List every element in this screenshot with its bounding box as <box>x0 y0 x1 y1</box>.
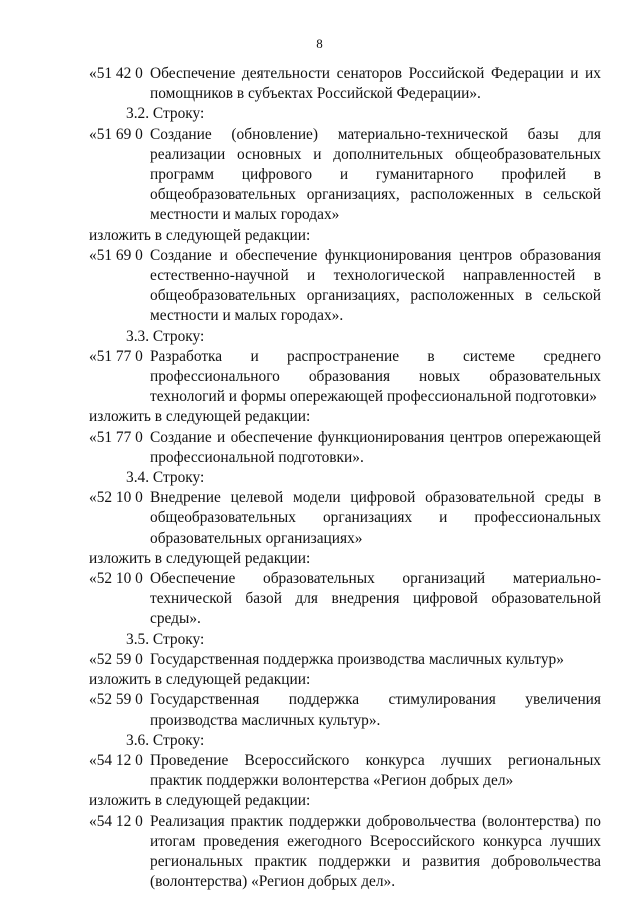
budget-code: «51 42 0 <box>89 65 143 82</box>
budget-code: «52 59 0 <box>89 650 143 668</box>
section-heading: 3.5. Строку: <box>126 630 205 648</box>
budget-code: «51 69 0 <box>89 246 143 264</box>
budget-code: «54 12 0 <box>89 812 143 830</box>
entry-text: Создание (обновление) материально-технической базы для реализации основных и дополнительных общеобразовательных программ цифрового и гуманитарного профилей в общеобразовательных организациях, расположенных в сельской местности и малых городах» <box>150 125 601 224</box>
entry-text: Проведение Всероссийского конкурса лучших региональных практик поддержки волонтерства «Регион добрых дел» <box>150 751 601 790</box>
amendment-entry <box>89 569 601 630</box>
instruction-text: изложить в следующей редакции: <box>89 226 311 244</box>
entry-text: Государственная поддержка стимулирования увеличения производства масличных культур». <box>150 691 601 729</box>
entry-text: Обеспечение образовательных организаций материально-технической базой для внедрения цифровой образовательной среды». <box>150 570 601 628</box>
amendment-entry <box>89 812 601 893</box>
entry-text: Внедрение целевой модели цифровой образовательной среды в общеобразовательных организациях и профессиональных образовательных организациях» <box>150 489 601 547</box>
amendment-entry <box>89 751 601 791</box>
section-heading: 3.6. Строку: <box>126 731 205 749</box>
page-number: 8 <box>316 36 323 51</box>
amendment-entry <box>89 64 601 104</box>
instruction-text: изложить в следующей редакции: <box>89 408 311 426</box>
entry-text: Реализация практик поддержки добровольчества (волонтерства) по итогам проведения ежегодного Всероссийского конкурса лучших региональных практик поддержки и развития добровольчества (волонтерства) «Регион добрых дел». <box>150 812 601 891</box>
amendment-entry <box>89 690 601 730</box>
instruction-text: изложить в следующей редакции: <box>89 549 311 567</box>
amendment-entry <box>89 347 601 408</box>
section-heading: 3.2. Строку: <box>126 105 205 123</box>
budget-code: «54 12 0 <box>89 751 143 769</box>
entry-text: Создание и обеспечение функционирования центров опережающей профессиональной подготовки». <box>150 428 601 466</box>
amendment-entry <box>89 246 601 327</box>
entry-text: Создание и обеспечение функционирования центров образования естественно-научной и технологической направленностей в общеобразовательных организациях, расположенных в сельской местности и малых городах». <box>150 246 601 325</box>
section-heading: 3.3. Строку: <box>126 327 205 345</box>
budget-code: «52 59 0 <box>89 691 143 709</box>
budget-code: «51 69 0 <box>89 125 143 143</box>
budget-code: «51 77 0 <box>89 347 143 365</box>
budget-code: «51 77 0 <box>89 428 143 446</box>
amendment-entry <box>89 488 601 549</box>
instruction-text: изложить в следующей редакции: <box>89 792 311 810</box>
entry-text: Обеспечение деятельности сенаторов Российской Федерации и их помощников в субъектах Российской Федерации». <box>150 65 601 103</box>
section-heading: 3.4. Строку: <box>126 469 205 487</box>
budget-code: «52 10 0 <box>89 489 143 507</box>
amendment-entry <box>89 650 601 670</box>
document-body <box>89 64 601 892</box>
entry-text: Разработка и распространение в системе среднего профессионального образования новых образовательных технологий и формы опережающей профессиональной подготовки» <box>150 347 601 406</box>
amendment-entry <box>89 125 601 226</box>
instruction-text: изложить в следующей редакции: <box>89 671 311 689</box>
budget-code: «52 10 0 <box>89 570 143 588</box>
amendment-entry <box>89 428 601 468</box>
entry-text: Государственная поддержка производства масличных культур» <box>150 650 564 668</box>
